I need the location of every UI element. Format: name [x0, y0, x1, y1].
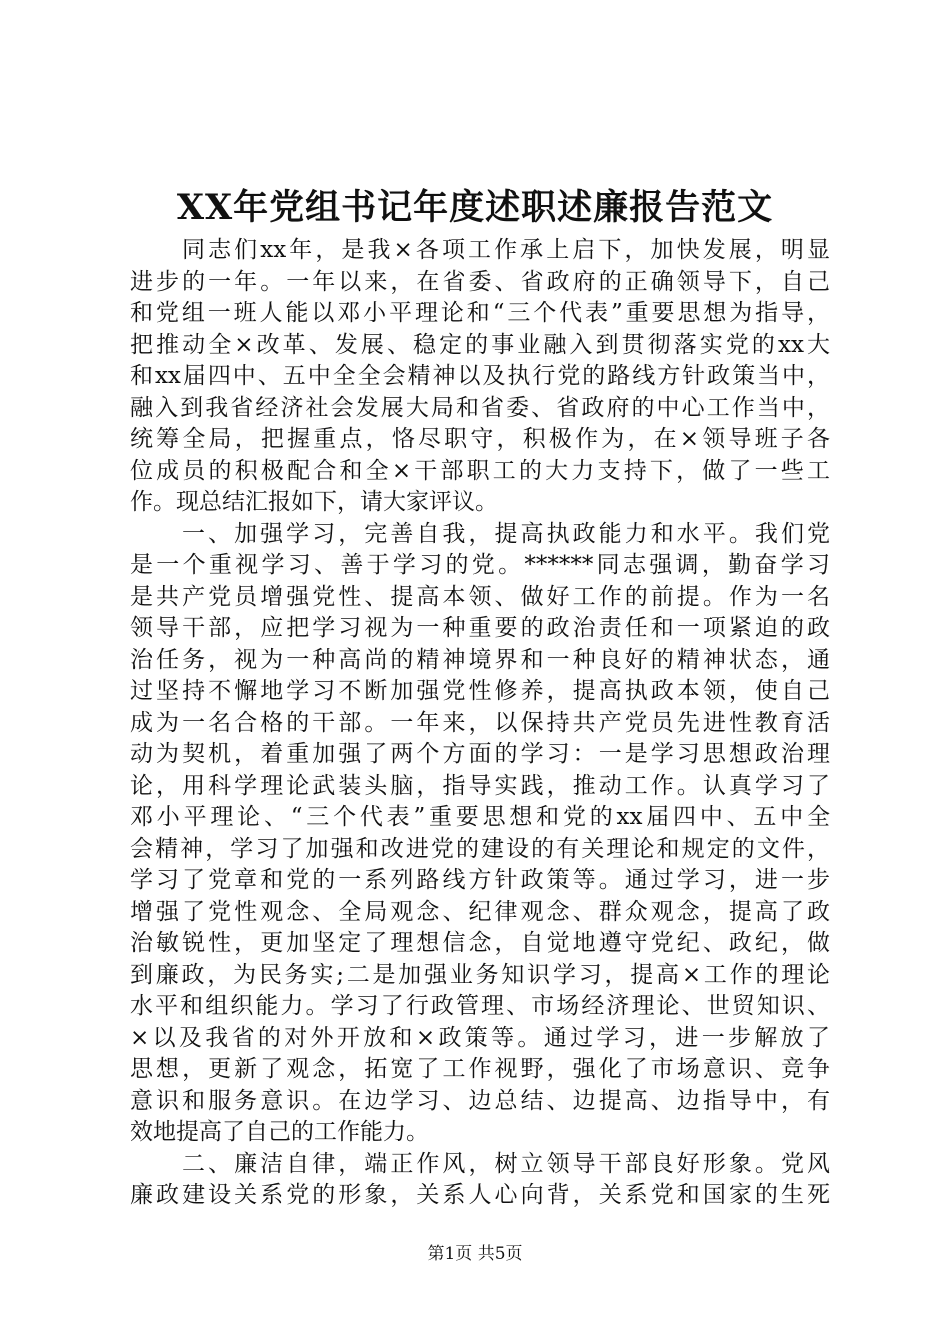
paragraph-2-line-2: 是一个重视学习、善于学习的党。******同志强调，勤奋学习 [130, 552, 830, 578]
paragraph-1-line-1: 同志们xx年，是我×各项工作承上启下，加快发展，明显 [182, 237, 830, 263]
paragraph-2-line-15: 到廉政，为民务实;二是加强业务知识学习，提高×工作的理论 [130, 961, 830, 988]
paragraph-1-line-5: 和xx届四中、五中全全会精神以及执行党的路线方针政策当中， [130, 363, 830, 389]
paragraph-2-line-13: 增强了党性观念、全局观念、纪律观念、群众观念，提高了政 [130, 898, 830, 925]
paragraph-2-line-11: 会精神，学习了加强和改进党的建设的有关理论和规定的文件， [130, 835, 830, 862]
paragraph-2-line-3: 是共产党员增强党性、提高本领、做好工作的前提。作为一名 [130, 583, 830, 610]
paragraph-2-line-9: 论，用科学理论武装头脑，指导实践，推动工作。认真学习了 [130, 772, 830, 799]
paragraph-2-line-18: 思想，更新了观念，拓宽了工作视野，强化了市场意识、竞争 [130, 1056, 830, 1082]
paragraph-1-line-6: 融入到我省经济社会发展大局和省委、省政府的中心工作当中， [130, 394, 830, 421]
paragraph-1-line-7: 统筹全局，把握重点，恪尽职守，积极作为，在×领导班子各 [130, 426, 830, 452]
paragraph-2-line-1: 一、加强学习，完善自我，提高执政能力和水平。我们党 [182, 520, 830, 547]
paragraph-2-line-6: 过坚持不懈地学习不断加强党性修养，提高执政本领，使自己 [130, 678, 830, 704]
paragraph-2-line-12: 学习了党章和党的一系列路线方针政策等。通过学习，进一步 [130, 867, 830, 893]
paragraph-2-line-17: ×以及我省的对外开放和×政策等。通过学习，进一步解放了 [130, 1024, 830, 1051]
paragraph-3-line-2: 廉政建设关系党的形象，关系人心向背，关系党和国家的生死 [130, 1182, 830, 1208]
paragraph-1-line-3: 和党组一班人能以邓小平理论和“三个代表”重要思想为指导， [130, 300, 830, 326]
paragraph-2-line-5: 治任务，视为一种高尚的精神境界和一种良好的精神状态，通 [130, 646, 830, 673]
paragraph-2-line-8: 动为契机，着重加强了两个方面的学习：一是学习思想政治理 [130, 741, 830, 767]
paragraph-2-line-16: 水平和组织能力。学习了行政管理、市场经济理论、世贸知识、 [130, 993, 830, 1019]
paragraph-1-line-4: 把推动全×改革、发展、稳定的事业融入到贯彻落实党的xx大 [130, 331, 830, 358]
paragraph-3-line-1: 二、廉洁自律，端正作风，树立领导干部良好形象。党风 [182, 1150, 830, 1177]
paragraph-1-line-9: 作。现总结汇报如下，请大家评议。 [130, 489, 498, 515]
document-title: XX年党组书记年度述职述廉报告范文 [176, 187, 774, 228]
paragraph-1-line-8: 位成员的积极配合和全×干部职工的大力支持下，做了一些工 [130, 457, 830, 484]
paragraph-2-line-14: 治敏锐性，更加坚定了理想信念，自觉地遵守党纪、政纪，做 [130, 930, 830, 956]
paragraph-2-line-4: 领导干部，应把学习视为一种重要的政治责任和一项紧迫的政 [130, 615, 830, 641]
paragraph-2-line-20: 效地提高了自己的工作能力。 [130, 1119, 429, 1145]
page-footer: 第1页 共5页 [427, 1244, 523, 1264]
document-body [130, 235, 830, 1212]
paragraph-2-line-19: 意识和服务意识。在边学习、边总结、边提高、边指导中，有 [130, 1087, 830, 1114]
paragraph-1-line-2: 进步的一年。一年以来，在省委、省政府的正确领导下，自己 [130, 268, 830, 295]
paragraph-2-line-10: 邓小平理论、“三个代表”重要思想和党的xx届四中、五中全 [130, 804, 830, 830]
paragraph-2-line-7: 成为一名合格的干部。一年来，以保持共产党员先进性教育活 [130, 709, 830, 736]
